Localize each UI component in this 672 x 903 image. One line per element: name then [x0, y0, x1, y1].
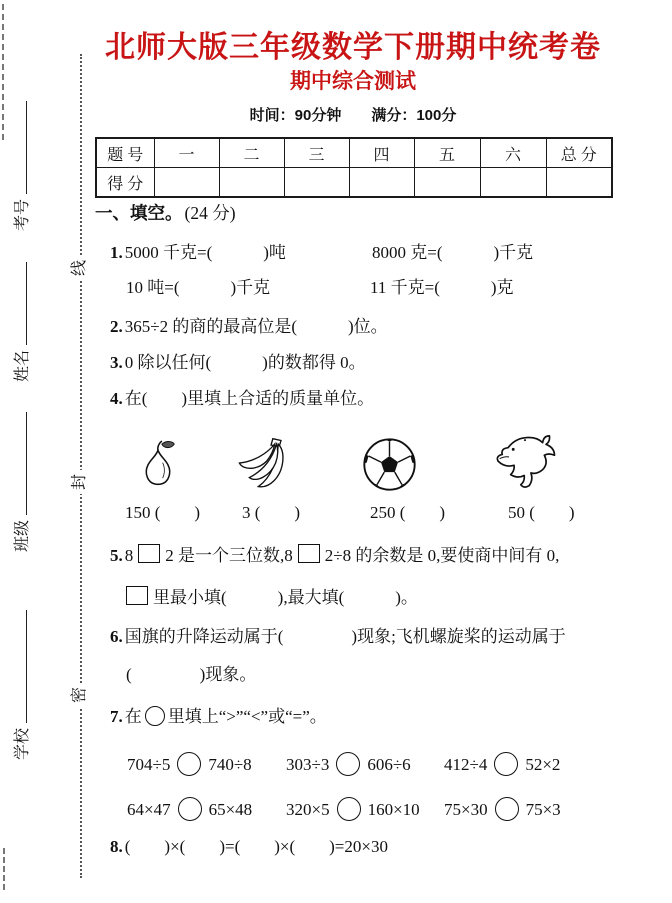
- field-label: 姓名: [13, 349, 31, 382]
- blank-statement: 2÷8 的余数是 0,要使商中间有 0,: [324, 546, 560, 565]
- figure-blank-label: 250 ( ): [370, 503, 446, 522]
- fill-line: [13, 101, 26, 194]
- score-header-cell: 二: [219, 138, 284, 168]
- comparison-item: [444, 797, 561, 821]
- question-5-line-2: [126, 586, 666, 609]
- question-1-line-1: [110, 242, 650, 264]
- section-heading-points: (24 分): [184, 203, 236, 223]
- figure-blank-label: 50 ( ): [508, 503, 575, 522]
- fill-line: [13, 412, 26, 515]
- blank-statement: ( )×( )=( )×( )=20×30: [124, 837, 388, 856]
- time-score-info: 时间：90分钟 满分：100分: [249, 107, 457, 124]
- figure-blank-label: 3 ( ): [242, 503, 301, 522]
- comparison-circle: [177, 752, 201, 776]
- left-expression: 75×30: [444, 800, 488, 819]
- score-cell-empty: [414, 168, 480, 198]
- question-6-line-2: [126, 664, 666, 686]
- section-heading-title: 一、填空。: [95, 203, 183, 223]
- question-1-line-2: [126, 277, 666, 299]
- question-8: [110, 836, 650, 858]
- field-label: 班级: [13, 519, 31, 552]
- pear-icon: [141, 434, 175, 496]
- score-table-score-row: [96, 168, 612, 198]
- question-number: 3.: [110, 353, 123, 372]
- blank-box: [138, 544, 160, 563]
- score-header-cell: 三: [284, 138, 349, 168]
- blank-statement: 国旗的升降运动属于( )现象;飞机螺旋桨的运动属于: [124, 627, 566, 646]
- blank-statement: ( )现象。: [126, 665, 257, 684]
- blank-statement: 5000 千克=( )吨: [124, 243, 286, 262]
- blank-statement: 11 千克=( )克: [370, 278, 514, 297]
- right-expression: 52×2: [525, 755, 561, 774]
- score-cell-empty: [480, 168, 546, 198]
- field-label: 学校: [13, 727, 31, 760]
- fill-line: [13, 610, 26, 723]
- comparison-circle: [145, 706, 165, 726]
- question-number: 7.: [110, 707, 123, 726]
- blank-box: [298, 544, 320, 563]
- comparison-item: [127, 752, 252, 776]
- right-expression: 606÷6: [367, 755, 411, 774]
- blank-statement: 在( )里填上合适的质量单位。: [124, 389, 375, 408]
- score-header-cell: 五: [414, 138, 480, 168]
- score-header-cell: 总 分: [546, 138, 612, 168]
- sidebar-field-class: [9, 412, 31, 552]
- sidebar-field-name: [9, 262, 31, 382]
- score-cell-empty: [546, 168, 612, 198]
- seal-char-xian: 线: [68, 256, 92, 280]
- section-heading: [95, 200, 236, 225]
- question-number: 5.: [110, 546, 123, 565]
- question-number: 4.: [110, 389, 123, 408]
- left-expression: 303÷3: [286, 755, 330, 774]
- blank-statement: 0 除以任何( )的数都得 0。: [124, 353, 366, 372]
- score-cell-empty: [219, 168, 284, 198]
- score-cell-empty: [154, 168, 219, 198]
- comparison-circle: [494, 752, 518, 776]
- fold-mark-bottom: [3, 848, 5, 890]
- comparison-circle: [337, 797, 361, 821]
- question-4: [110, 388, 650, 410]
- question-2: [110, 316, 650, 338]
- score-table: [95, 137, 613, 198]
- left-expression: 64×47: [127, 800, 171, 819]
- comparison-circle: [336, 752, 360, 776]
- score-row-label: 得 分: [96, 168, 154, 198]
- score-cell-empty: [349, 168, 414, 198]
- seal-char-feng: 封: [68, 470, 92, 494]
- bananas-icon: [233, 436, 291, 492]
- fill-line: [13, 262, 26, 345]
- question-number: 1.: [110, 243, 123, 262]
- blank-statement: 里最小填( ),最大填( )。: [153, 588, 418, 607]
- right-expression: 160×10: [367, 800, 420, 819]
- instruction-text: 在: [124, 707, 142, 726]
- seal-dotted-line: [80, 54, 82, 878]
- comparison-item: [127, 797, 252, 821]
- question-number: 6.: [110, 627, 123, 646]
- left-expression: 320×5: [286, 800, 330, 819]
- comparison-circle: [178, 797, 202, 821]
- blank-statement: 8000 克=( )千克: [372, 243, 534, 262]
- blank-statement: 10 吨=( )千克: [126, 278, 271, 297]
- score-header-cell: 四: [349, 138, 414, 168]
- score-cell-empty: [284, 168, 349, 198]
- sidebar-field-school: [9, 610, 31, 760]
- question-5-line-1: [110, 544, 650, 567]
- instruction-text: 里填上“>”“<”或“=”。: [167, 707, 327, 726]
- soccer-ball-icon: [361, 436, 418, 493]
- question-number: 8.: [110, 837, 123, 856]
- question-7-instruction: [110, 706, 650, 728]
- sidebar-field-exam-number: [9, 101, 31, 231]
- left-expression: 412÷4: [444, 755, 488, 774]
- score-table-header-row: [96, 138, 612, 168]
- comparison-item: [444, 752, 560, 776]
- question-number: 2.: [110, 317, 123, 336]
- right-expression: 75×3: [525, 800, 561, 819]
- right-expression: 740÷8: [208, 755, 252, 774]
- blank-box: [126, 586, 148, 605]
- page-title: 北师大版三年级数学下册期中统考卷: [105, 31, 601, 64]
- comparison-item: [286, 752, 411, 776]
- blank-statement: 2 是一个三位数,8: [165, 546, 293, 565]
- figure-blank-label: 150 ( ): [125, 503, 201, 522]
- score-header-cell: 一: [154, 138, 219, 168]
- page-subtitle: 期中综合测试: [290, 70, 416, 93]
- seal-char-mi: 密: [68, 683, 92, 707]
- question-3: [110, 352, 650, 374]
- left-expression: 704÷5: [127, 755, 171, 774]
- question-4-figures: [95, 428, 611, 522]
- blank-statement: 365÷2 的商的最高位是( )位。: [124, 317, 388, 336]
- score-header-cell: 六: [480, 138, 546, 168]
- blank-statement: 8: [124, 546, 134, 565]
- comparison-item: [286, 797, 420, 821]
- score-header-cell: 题 号: [96, 138, 154, 168]
- field-label: 考号: [13, 198, 31, 231]
- question-6-line-1: [110, 626, 650, 648]
- dolphin-icon: [493, 432, 557, 492]
- fold-mark-top: [2, 4, 4, 140]
- comparison-circle: [495, 797, 519, 821]
- right-expression: 65×48: [208, 800, 253, 819]
